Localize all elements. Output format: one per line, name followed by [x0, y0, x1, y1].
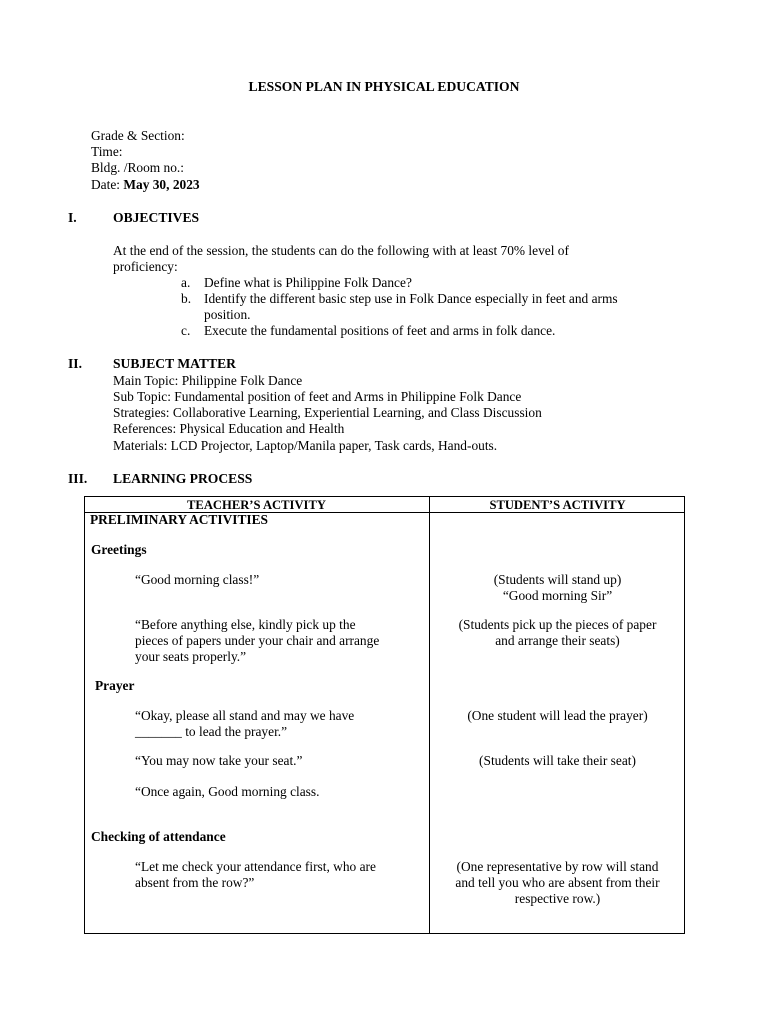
- attendance-heading: Checking of attendance: [91, 829, 226, 844]
- objective-letter-b: b.: [181, 291, 192, 306]
- objective-letter-c: c.: [181, 323, 191, 338]
- date-value: May 30, 2023: [123, 177, 200, 192]
- pickup-student-text-2: and arrange their seats): [495, 633, 620, 648]
- again-teacher-text: “Once again, Good morning class.: [135, 784, 320, 799]
- objective-text-a: Define what is Philippine Folk Dance?: [204, 275, 412, 290]
- subject-matter-numeral: II.: [68, 356, 82, 371]
- main-topic-line: Main Topic: Philippine Folk Dance: [113, 373, 303, 388]
- prayer-student-text: (One student will lead the prayer): [467, 708, 648, 723]
- student-activity-header: STUDENT’S ACTIVITY: [489, 498, 626, 512]
- subject-matter-heading: SUBJECT MATTER: [113, 356, 237, 371]
- references-line: References: Physical Education and Health: [113, 421, 345, 436]
- pickup-teacher-text-2: pieces of papers under your chair and arrange: [135, 633, 380, 648]
- document-title: LESSON PLAN IN PHYSICAL EDUCATION: [248, 79, 520, 94]
- objectives-numeral: I.: [68, 210, 77, 225]
- pickup-student-text-1: (Students pick up the pieces of paper: [458, 617, 657, 632]
- greet-teacher-text: “Good morning class!”: [135, 572, 260, 587]
- seat-teacher-text: “You may now take your seat.”: [135, 753, 303, 768]
- objective-text-c: Execute the fundamental positions of feet and arms in folk dance.: [204, 323, 556, 338]
- prayer-teacher-text-2: _______ to lead the prayer.”: [135, 724, 288, 739]
- attendance-teacher-text-1: “Let me check your attendance first, who are: [135, 859, 376, 874]
- objective-text-b-line2: position.: [204, 307, 251, 322]
- greet-student-text-2: “Good morning Sir”: [502, 588, 613, 603]
- preliminary-activities-heading: PRELIMINARY ACTIVITIES: [90, 512, 268, 527]
- pickup-teacher-text-1: “Before anything else, kindly pick up the: [135, 617, 356, 632]
- time-label: Time:: [91, 144, 123, 159]
- greetings-heading: Greetings: [91, 542, 147, 557]
- attendance-teacher-text-2: absent from the row?”: [135, 875, 255, 890]
- prayer-teacher-text-1: “Okay, please all stand and may we have: [135, 708, 355, 723]
- strategies-line: Strategies: Collaborative Learning, Experiential Learning, and Class Discussion: [113, 405, 542, 420]
- objectives-heading: OBJECTIVES: [113, 210, 200, 225]
- objective-text-b: Identify the different basic step use in Folk Dance especially in feet and arms: [204, 291, 618, 306]
- learning-process-numeral: III.: [68, 471, 88, 486]
- attendance-student-text-1: (One representative by row will stand: [456, 859, 659, 874]
- teacher-activity-header: TEACHER’S ACTIVITY: [187, 498, 326, 512]
- date-label: Date:: [91, 177, 120, 192]
- seat-student-text: (Students will take their seat): [479, 753, 636, 768]
- prayer-heading: Prayer: [95, 678, 135, 693]
- date-line: [91, 177, 200, 193]
- sub-topic-line: Sub Topic: Fundamental position of feet and Arms in Philippine Folk Dance: [113, 389, 522, 404]
- materials-line: Materials: LCD Projector, Laptop/Manila paper, Task cards, Hand-outs.: [113, 438, 498, 453]
- room-label: Bldg. /Room no.:: [91, 160, 185, 175]
- attendance-student-text-2: and tell you who are absent from their: [455, 875, 660, 890]
- greet-student-text-1: (Students will stand up): [493, 572, 622, 587]
- objectives-intro-line1: At the end of the session, the students can do the following with at least 70% level of: [113, 243, 569, 258]
- objective-letter-a: a.: [181, 275, 191, 290]
- objectives-intro-line2: proficiency:: [113, 259, 178, 274]
- pickup-teacher-text-3: your seats properly.”: [135, 649, 247, 664]
- attendance-student-text-3: respective row.): [514, 891, 601, 906]
- grade-section-label: Grade & Section:: [91, 128, 185, 143]
- learning-process-heading: LEARNING PROCESS: [113, 471, 253, 486]
